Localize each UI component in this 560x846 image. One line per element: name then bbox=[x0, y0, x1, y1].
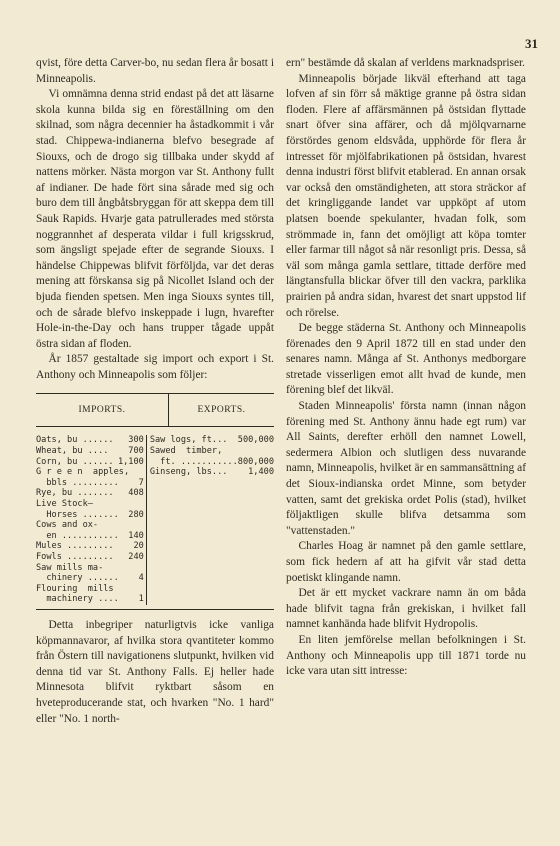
row-value: 280 bbox=[128, 509, 144, 520]
row-label: Live Stock— bbox=[36, 499, 93, 510]
row-label: Oats, bu ...... bbox=[36, 435, 114, 446]
row-value: 1 bbox=[138, 594, 144, 605]
row-label: Saw logs, ft... bbox=[149, 435, 228, 446]
table-row bbox=[36, 510, 144, 521]
paragraph: Minneapolis började likväl efterhand att taga lofven af sin förr så mäktige granne på östra sidan floden. Flere af affärsmännen på östsidan flyttade snart öfver sina affärer, och då mjölqvarnarne förstördes genom eldsvåda, upphörde för flera år intresset för mjölfabrikationen på östsidan, hvarest denna industri först blifvit etablerad. En annan orsak var också den omständigheten, att stora sträckor af det kringliggande landet var uppköpt af utom platsen boende spekulanter, hvadan folk, som strömmade in, fann det omöjligt att köpa tomter eller farmar till något så när resonligt pris. Dessa, så väl som många gamla settlare, tittade derföre med längtansfulla blickar öfver till den vackra, parklika prairien på andra sidan, hvarest det snart uppstod lif och rörelse. bbox=[286, 72, 526, 319]
row-value: 500,000 bbox=[237, 435, 274, 446]
table-row bbox=[36, 584, 144, 595]
page-number: 31 bbox=[525, 36, 538, 51]
row-label: Mules ......... bbox=[36, 541, 114, 552]
table-row bbox=[150, 457, 274, 468]
row-label: chinery ...... bbox=[36, 573, 119, 584]
table-row bbox=[36, 488, 144, 499]
row-label: Cows and ox- bbox=[36, 520, 99, 531]
row-label: Ginseng, lbs... bbox=[149, 467, 228, 478]
row-value: 1,400 bbox=[248, 467, 274, 478]
table-row bbox=[36, 531, 144, 542]
row-value: 140 bbox=[128, 530, 144, 541]
paragraph: De begge städerna St. Anthony och Minneapolis förenades den 9 April 1872 till en stad under den senares namn. Många af St. Anthonys medborgare stretade visserligen emot allt hvad de kunde, men förening blef det likväl. bbox=[286, 322, 526, 397]
table-row bbox=[150, 435, 274, 446]
table-row bbox=[150, 446, 274, 457]
row-value: 7 bbox=[138, 477, 144, 488]
paragraph: Det är ett mycket vackrare namn än om båda hade blifvit tagna från grekiskan, i hvilket fall namnet kanhända hade blifvit Hydropolis. bbox=[286, 587, 526, 631]
right-column bbox=[286, 56, 526, 680]
table-row bbox=[36, 457, 144, 468]
table-row bbox=[36, 499, 144, 510]
row-label: Horses ....... bbox=[36, 509, 119, 520]
row-label: ft. ........... bbox=[149, 456, 238, 467]
row-label: Fowls ......... bbox=[36, 552, 114, 562]
table-header bbox=[36, 394, 274, 427]
row-label: Rye, bu ....... bbox=[36, 488, 114, 499]
row-label: machinery .... bbox=[36, 594, 119, 605]
table-row bbox=[36, 435, 144, 446]
table-row bbox=[36, 467, 144, 478]
paragraph: År 1857 gestaltade sig import och export i St. Anthony och Minneapolis som följer: bbox=[36, 353, 274, 381]
import-export-table bbox=[36, 393, 274, 610]
row-label: Sawed timber, bbox=[149, 446, 223, 457]
table-row bbox=[36, 573, 144, 584]
imports-header: IMPORTS. bbox=[36, 394, 169, 426]
imports-column bbox=[36, 435, 147, 605]
paragraph: qvist, före detta Carver-bo, nu sedan flera år bosatt i Minneapolis. bbox=[36, 57, 274, 85]
row-label: G r e e n apples, bbox=[36, 467, 130, 478]
row-value: 800,000 bbox=[237, 456, 274, 467]
paragraph: En liten jemförelse mellan befolkningen i St. Anthony och Minneapolis upp till 1871 torde nu icke vara utan sitt intresse: bbox=[286, 633, 526, 678]
row-value: 4 bbox=[138, 573, 144, 584]
row-label: Saw mills ma- bbox=[36, 562, 104, 573]
row-value: 700 bbox=[128, 446, 144, 457]
row-label: en ........... bbox=[36, 530, 119, 541]
exports-column bbox=[147, 435, 274, 605]
table-row bbox=[36, 552, 144, 563]
paragraph: Charles Hoag är namnet på den gamle settlare, som fick hedern af att ha gifvit vår stad detta poetiskt klingande namn. bbox=[286, 540, 526, 584]
table-row bbox=[150, 467, 274, 478]
row-label: Flouring mills bbox=[36, 583, 114, 594]
table-row bbox=[36, 520, 144, 531]
exports-header: EXPORTS. bbox=[197, 405, 246, 416]
row-value: 240 bbox=[128, 552, 144, 562]
row-label: Wheat, bu .... bbox=[36, 446, 109, 457]
table-row bbox=[36, 594, 144, 605]
table-row bbox=[36, 446, 144, 457]
table-row bbox=[36, 541, 144, 552]
row-value: 300 bbox=[128, 435, 144, 446]
table-row bbox=[36, 563, 144, 574]
paragraph: Vi omnämna denna strid endast på det att läsarne skola kunna bilda sig en föreställning om den skilnad, som några decennier ha åstadkommit i vår stad. Chippewa-indianerna blefvo besegrade af Siouxs, och de drogo sig tillbaka under skydd af nattens mörker. Nästa morgon var St. Anthony fullt af indianer. De hade fört sina sårade med sig och buro dem till ångbåtsbryggan för att skeppa dem till Sauk Rapids. Hvarje gata patrullerades med största noggrannhet af desperata vildar i full krigsskrud, som ängsligt spejade efter de segrande Siouxs. I händelse Chippewas blifvit förföljda, var det deras mening att förskansa sig på Nicollet Island och der bjuda fienden spetsen. Men inga Siouxs syntes till, och de sårade blefvo inskeppade i lugn, hvarefter Hole-in-the-Day och hans trupper tågade uppåt östra sidan af floden. bbox=[36, 88, 274, 350]
paragraph: Detta inbegriper naturligtvis icke vanliga köpmannavaror, af hvilka stora qvantiteter kommo från Östern till navigationens slutpunkt, hvilken vid denna tid var St. Anthony Falls. Ej heller hade Minnesota blifvit ryktbart såsom en hveteproducerande stat, och hvarken "No. 1 hard" eller "No. 1 north- bbox=[36, 618, 274, 725]
left-column bbox=[36, 56, 274, 727]
row-label: bbls ......... bbox=[36, 477, 119, 488]
row-label: Corn, bu ...... bbox=[36, 456, 114, 467]
paragraph: ern" bestämde då skalan af verldens marknadspriser. bbox=[286, 57, 526, 69]
row-value: 1,100 bbox=[117, 456, 144, 467]
row-value: 408 bbox=[128, 488, 144, 499]
table-row bbox=[36, 478, 144, 489]
row-value: 20 bbox=[133, 541, 144, 552]
paragraph: Staden Minneapolis' första namn (innan någon förening med St. Anthony ännu hade egt rum) var All Saints, derefter erhöll den namnet Lowell, sedermera Albion och slutligen dess nuvarande namn, Minneapolis, hvilket är en sammansättning af det Sioux-indianska ordet Minne, som betyder vatten, samt det grekiska ordet Polis (stad), hvilket följaktligen skulle blifva detsamma som "vattenstaden." bbox=[286, 400, 526, 537]
